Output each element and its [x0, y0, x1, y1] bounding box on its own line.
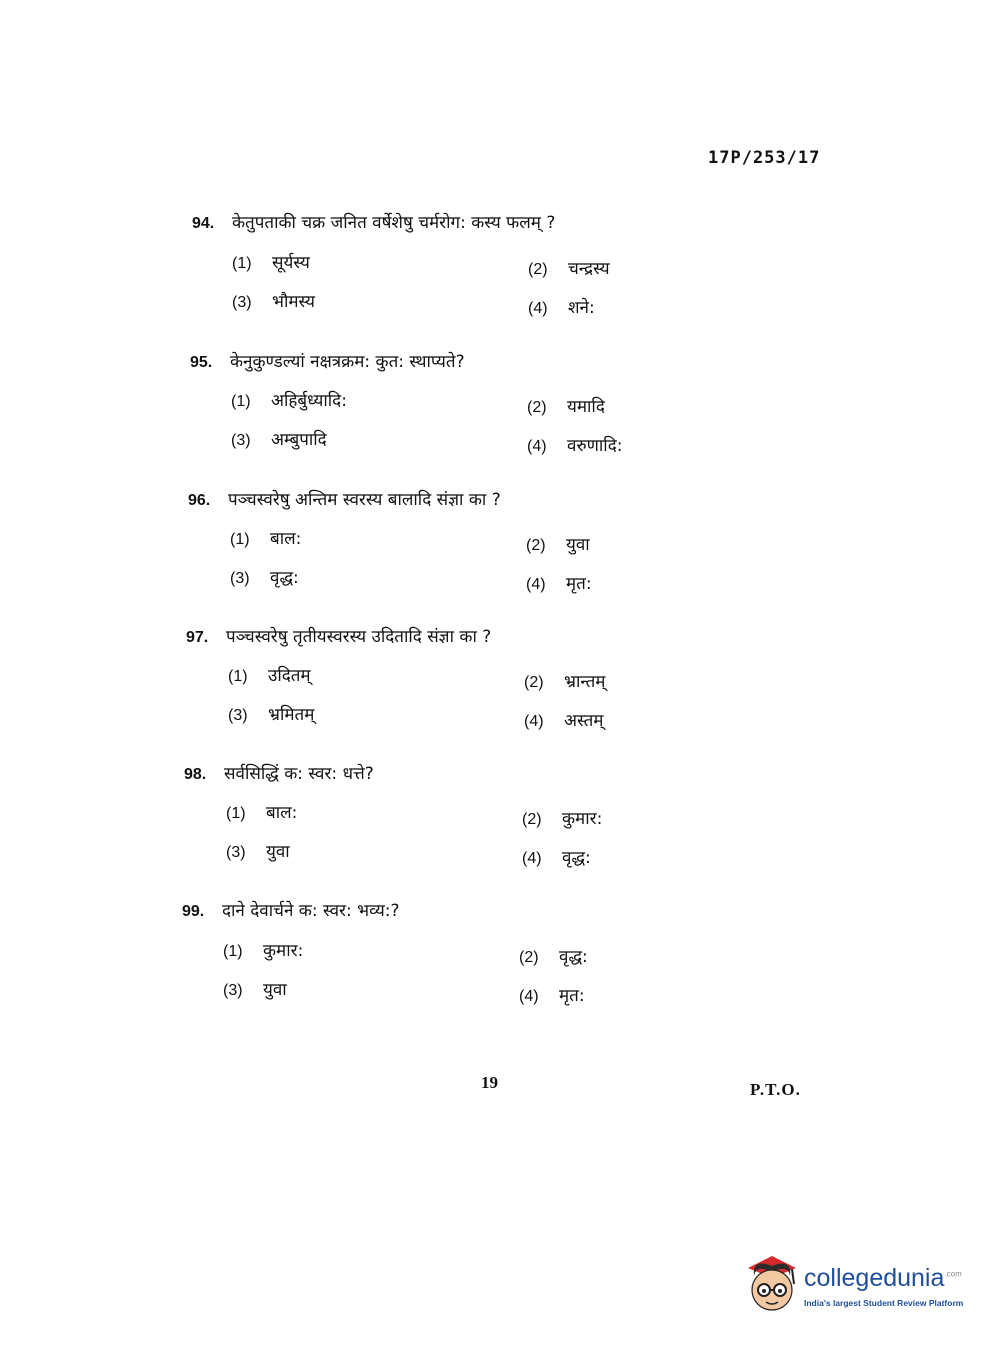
option-text: भौमस्य	[272, 292, 315, 312]
option-number: (2)	[524, 674, 544, 691]
option-text: अम्बुपादि	[271, 430, 327, 450]
option-number: (2)	[522, 811, 542, 828]
option-3[interactable]	[228, 702, 314, 725]
option-number: (3)	[226, 844, 246, 861]
option-1[interactable]	[223, 938, 303, 961]
option-3[interactable]	[230, 565, 299, 588]
question-stem	[186, 624, 491, 647]
question-number: 97.	[186, 629, 209, 646]
option-text: युवा	[266, 842, 290, 862]
option-4[interactable]	[522, 845, 591, 868]
option-2[interactable]	[528, 256, 610, 279]
brand-name	[804, 1264, 962, 1293]
option-3[interactable]	[232, 289, 315, 312]
option-number: (1)	[228, 668, 248, 685]
question-stem	[192, 210, 555, 233]
brand-suffix: .com	[944, 1269, 962, 1279]
options-row	[223, 938, 723, 976]
option-text: बाल:	[270, 529, 302, 549]
option-text: अस्तम्	[564, 711, 604, 731]
option-1[interactable]	[231, 388, 347, 411]
mascot-icon	[742, 1250, 802, 1320]
question-text: सर्वसिद्धिं क: स्वर: धत्ते?	[224, 764, 374, 784]
option-1[interactable]	[226, 800, 297, 823]
options-row	[232, 250, 732, 288]
option-4[interactable]	[524, 708, 603, 731]
brand-tagline: India's largest Student Review Platform	[804, 1298, 964, 1308]
option-2[interactable]	[522, 806, 602, 829]
question-97	[186, 624, 491, 647]
options-row	[228, 663, 728, 701]
option-number: (2)	[528, 261, 548, 278]
question-99	[182, 898, 400, 921]
collegedunia-watermark	[742, 1250, 972, 1320]
question-number: 95.	[190, 354, 213, 371]
option-2[interactable]	[526, 532, 590, 555]
option-text: चन्द्रस्य	[568, 259, 610, 279]
option-text: कुमार:	[562, 809, 603, 829]
option-3[interactable]	[226, 839, 290, 862]
option-4[interactable]	[519, 983, 585, 1006]
options-row	[226, 839, 726, 877]
question-text: केतुपताकी चक्र जनित वर्षेशेषु चर्मरोग: कस्य फलम् ?	[232, 213, 556, 233]
option-text: सूर्यस्य	[272, 253, 310, 273]
options-row	[230, 526, 730, 564]
question-number: 94.	[192, 215, 215, 232]
options-row	[226, 800, 726, 838]
question-94	[192, 210, 555, 233]
option-text: अहिर्बुध्यादि:	[271, 391, 347, 411]
option-1[interactable]	[228, 663, 311, 686]
question-text: केनुकुण्डल्यां नक्षत्रक्रम: कुत: स्थाप्यते?	[230, 352, 465, 372]
question-number: 96.	[188, 492, 211, 509]
option-number: (4)	[524, 713, 544, 730]
option-number: (3)	[232, 294, 252, 311]
option-number: (3)	[223, 982, 243, 999]
option-number: (1)	[223, 943, 243, 960]
question-96	[188, 487, 501, 510]
question-number: 99.	[182, 903, 205, 920]
option-text: भ्रान्तम्	[564, 672, 606, 692]
option-text: शने:	[568, 298, 595, 318]
option-4[interactable]	[528, 295, 595, 318]
question-98	[184, 761, 374, 784]
options-row	[231, 427, 731, 465]
option-text: वरुणादि:	[567, 436, 623, 456]
option-number: (3)	[230, 570, 250, 587]
question-stem	[188, 487, 501, 510]
option-number: (1)	[231, 393, 251, 410]
option-number: (1)	[232, 255, 252, 272]
option-text: भ्रमितम्	[268, 705, 315, 725]
option-1[interactable]	[230, 526, 301, 549]
option-text: युवा	[263, 980, 287, 1000]
question-text: पञ्चस्वरेषु अन्तिम स्वरस्य बालादि संज्ञा का ?	[228, 490, 501, 510]
option-text: वृद्ध:	[270, 568, 299, 588]
option-2[interactable]	[519, 944, 588, 967]
option-text: उदितम्	[268, 666, 311, 686]
option-text: वृद्ध:	[559, 947, 588, 967]
option-text: कुमार:	[263, 941, 304, 961]
option-number: (2)	[519, 949, 539, 966]
option-text: बाल:	[266, 803, 298, 823]
option-text: मृत:	[566, 574, 592, 594]
page-number: 19	[481, 1073, 498, 1092]
question-text: पञ्चस्वरेषु तृतीयस्वरस्य उदितादि संज्ञा का ?	[226, 627, 492, 647]
option-text: मृत:	[559, 986, 585, 1006]
question-stem	[184, 761, 374, 784]
question-number: 98.	[184, 766, 207, 783]
option-number: (1)	[226, 805, 246, 822]
options-row	[231, 388, 731, 426]
brand-text: collegedunia	[804, 1264, 945, 1292]
option-text: युवा	[566, 535, 590, 555]
options-row	[232, 289, 732, 327]
option-text: वृद्ध:	[562, 848, 591, 868]
pto-label: P.T.O.	[750, 1080, 801, 1099]
option-number: (2)	[526, 537, 546, 554]
option-2[interactable]	[527, 394, 605, 417]
option-3[interactable]	[231, 427, 327, 450]
option-number: (4)	[522, 850, 542, 867]
option-number: (4)	[528, 300, 548, 317]
option-number: (1)	[230, 531, 250, 548]
option-number: (4)	[526, 576, 546, 593]
option-number: (3)	[231, 432, 251, 449]
option-4[interactable]	[526, 571, 592, 594]
options-row	[223, 977, 723, 1015]
option-text: यमादि	[567, 397, 605, 417]
options-row	[228, 702, 728, 740]
option-1[interactable]	[232, 250, 310, 273]
question-text: दाने देवार्चने क: स्वर: भव्य:?	[222, 901, 400, 921]
question-stem	[182, 898, 400, 921]
option-number: (2)	[527, 399, 547, 416]
option-3[interactable]	[223, 977, 287, 1000]
option-2[interactable]	[524, 669, 605, 692]
options-row	[230, 565, 730, 603]
option-number: (3)	[228, 707, 248, 724]
option-number: (4)	[519, 988, 539, 1005]
option-number: (4)	[527, 438, 547, 455]
question-stem	[190, 349, 465, 372]
question-95	[190, 349, 465, 372]
paper-code: 17P/253/17	[708, 148, 821, 168]
option-4[interactable]	[527, 433, 622, 456]
